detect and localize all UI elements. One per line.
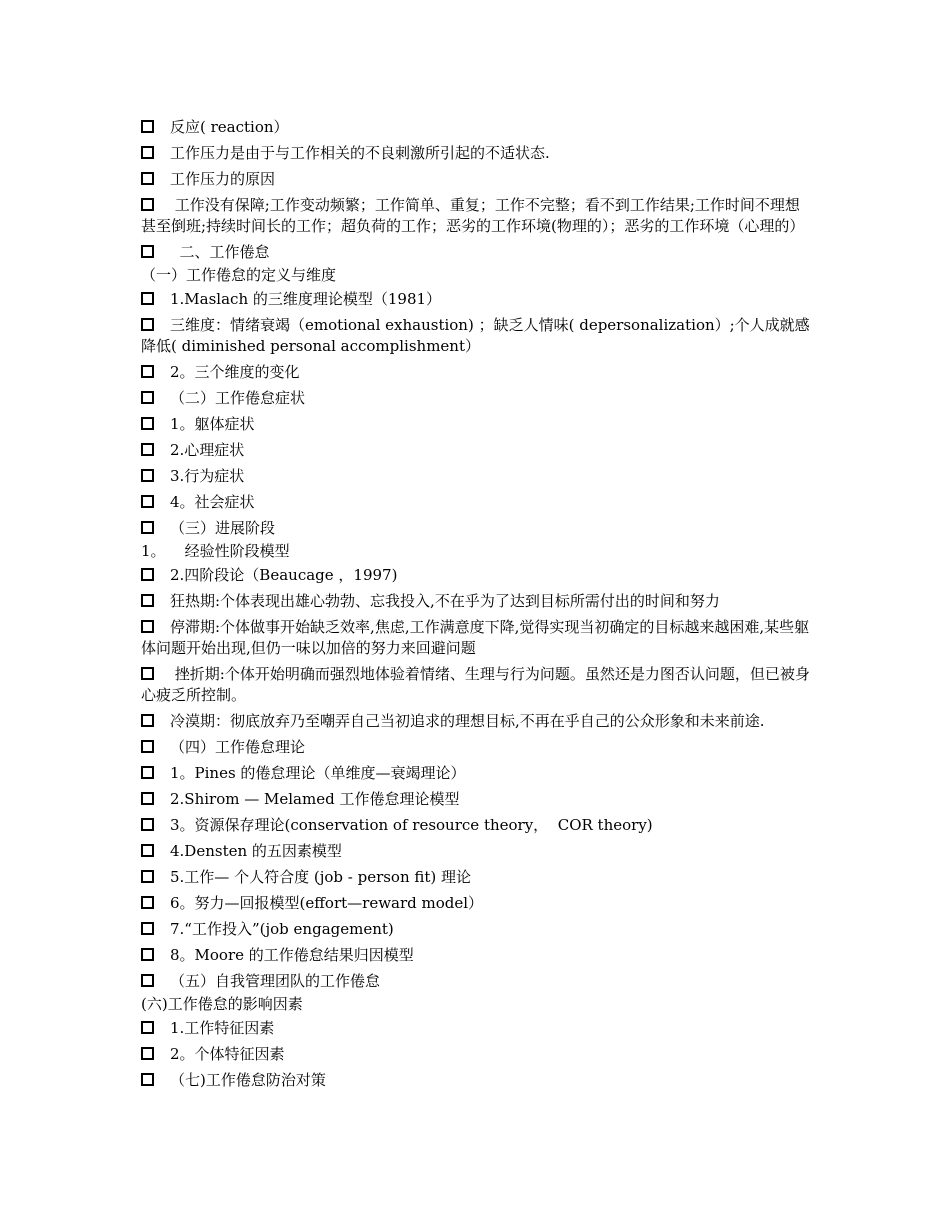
checklist-item: [141, 916, 813, 942]
checkbox-icon[interactable]: [141, 245, 154, 258]
checkbox-icon[interactable]: [141, 469, 154, 482]
item-text: （一）工作倦怠的定义与维度: [141, 266, 337, 284]
plain-line: [141, 994, 813, 1015]
checkbox-icon[interactable]: [141, 120, 154, 133]
checkbox-icon[interactable]: [141, 974, 154, 987]
checkbox-icon[interactable]: [141, 292, 154, 305]
item-text: 挫折期:个体开始明确而强烈地体验着情绪、生理与行为问题。虽然还是力图否认问题，但已被身心疲乏所控制。: [141, 665, 810, 704]
item-text: (六)工作倦怠的影响因素: [141, 995, 303, 1013]
item-text: 1。Pines 的倦怠理论（单维度—衰竭理论）: [170, 764, 466, 782]
checkbox-icon[interactable]: [141, 365, 154, 378]
item-text: 三维度：情绪衰竭（emotional exhaustion) ；缺乏人情味( depersonalization）;个人成就感降低( diminished personal accomplishment）: [141, 316, 810, 355]
checkbox-icon[interactable]: [141, 391, 154, 404]
checkbox-icon[interactable]: [141, 417, 154, 430]
item-text: 1.Maslach 的三维度理论模型（1981）: [170, 290, 442, 308]
item-text: 6。努力—回报模型(effort—reward model）: [170, 894, 484, 912]
checklist-item: [141, 1015, 813, 1041]
item-text: 2.心理症状: [170, 441, 245, 459]
checklist-item: [141, 515, 813, 541]
item-text: 3。资源保存理论(conservation of resource theory， COR theory): [170, 816, 653, 834]
checkbox-icon[interactable]: [141, 870, 154, 883]
checklist-item: [141, 838, 813, 864]
item-text: 5.工作— 个人符合度 (job - person fit) 理论: [170, 868, 472, 886]
checkbox-icon[interactable]: [141, 792, 154, 805]
item-text: 反应( reaction）: [170, 118, 289, 136]
item-text: （七)工作倦怠防治对策: [170, 1071, 326, 1089]
checklist-item: [141, 192, 813, 239]
item-text: （二）工作倦怠症状: [170, 389, 306, 407]
item-text: 工作没有保障;工作变动频繁；工作简单、重复；工作不完整；看不到工作结果;工作时间不理想甚至倒班;持续时间长的工作；超负荷的工作；恶劣的工作环境(物理的）；恶劣的工作环境（心理的）: [141, 196, 805, 235]
checklist-item: [141, 114, 813, 140]
item-text: 二、工作倦怠: [170, 243, 270, 261]
checkbox-icon[interactable]: [141, 495, 154, 508]
item-text: （五）自我管理团队的工作倦怠: [170, 972, 381, 990]
checklist-item: [141, 166, 813, 192]
checklist-item: [141, 489, 813, 515]
item-text: （三）进展阶段: [170, 519, 276, 537]
checklist-item: [141, 968, 813, 994]
checkbox-icon[interactable]: [141, 568, 154, 581]
item-text: 工作压力的原因: [170, 170, 276, 188]
checkbox-icon[interactable]: [141, 818, 154, 831]
document-body: [141, 114, 813, 1093]
checklist-item: [141, 734, 813, 760]
checklist-item: [141, 562, 813, 588]
item-text: 1。躯体症状: [170, 415, 255, 433]
checklist-item: [141, 890, 813, 916]
checkbox-icon[interactable]: [141, 172, 154, 185]
item-text: 7.“工作投入”(job engagement): [170, 920, 394, 938]
checkbox-icon[interactable]: [141, 844, 154, 857]
item-text: 8。Moore 的工作倦怠结果归因模型: [170, 946, 414, 964]
item-text: 1。 经验性阶段模型: [141, 542, 290, 560]
item-text: 停滞期:个体做事开始缺乏效率,焦虑,工作满意度下降,觉得实现当初确定的目标越来越困难,某些躯体问题开始出现,但仍一味以加倍的努力来回避问题: [141, 618, 810, 657]
checkbox-icon[interactable]: [141, 667, 154, 680]
checkbox-icon[interactable]: [141, 948, 154, 961]
checklist-item: [141, 588, 813, 614]
item-text: 3.行为症状: [170, 467, 245, 485]
checkbox-icon[interactable]: [141, 443, 154, 456]
checklist-item: [141, 385, 813, 411]
checklist-item: [141, 411, 813, 437]
plain-line: [141, 265, 813, 286]
checklist-item: [141, 437, 813, 463]
item-text: 狂热期:个体表现出雄心勃勃、忘我投入,不在乎为了达到目标所需付出的时间和努力: [170, 592, 720, 610]
checkbox-icon[interactable]: [141, 740, 154, 753]
checkbox-icon[interactable]: [141, 594, 154, 607]
checkbox-icon[interactable]: [141, 198, 154, 211]
checklist-item: [141, 239, 813, 265]
item-text: 2。三个维度的变化: [170, 363, 300, 381]
checklist-item: [141, 1041, 813, 1067]
checklist-item: [141, 463, 813, 489]
checklist-item: [141, 614, 813, 661]
checklist-item: [141, 661, 813, 708]
checklist-item: [141, 864, 813, 890]
checklist-item: [141, 312, 813, 359]
checklist-item: [141, 1067, 813, 1093]
checklist-item: [141, 708, 813, 734]
checkbox-icon[interactable]: [141, 896, 154, 909]
checkbox-icon[interactable]: [141, 1021, 154, 1034]
item-text: 1.工作特征因素: [170, 1019, 275, 1037]
checklist-item: [141, 760, 813, 786]
item-text: （四）工作倦怠理论: [170, 738, 306, 756]
checklist-item: [141, 286, 813, 312]
checkbox-icon[interactable]: [141, 1047, 154, 1060]
checkbox-icon[interactable]: [141, 318, 154, 331]
item-text: 4。社会症状: [170, 493, 255, 511]
item-text: 2.Shirom — Melamed 工作倦怠理论模型: [170, 790, 460, 808]
checkbox-icon[interactable]: [141, 620, 154, 633]
checkbox-icon[interactable]: [141, 922, 154, 935]
checklist-item: [141, 786, 813, 812]
checkbox-icon[interactable]: [141, 521, 154, 534]
checklist-item: [141, 942, 813, 968]
checklist-item: [141, 140, 813, 166]
checklist-item: [141, 812, 813, 838]
item-text: 4.Densten 的五因素模型: [170, 842, 342, 860]
checkbox-icon[interactable]: [141, 766, 154, 779]
checkbox-icon[interactable]: [141, 146, 154, 159]
item-text: 2。个体特征因素: [170, 1045, 285, 1063]
checkbox-icon[interactable]: [141, 1073, 154, 1086]
checkbox-icon[interactable]: [141, 714, 154, 727]
item-text: 冷漠期：彻底放弃乃至嘲弄自己当初追求的理想目标,不再在乎自己的公众形象和未来前途.: [170, 712, 765, 730]
checklist-item: [141, 359, 813, 385]
item-text: 工作压力是由于与工作相关的不良刺激所引起的不适状态.: [170, 144, 550, 162]
plain-line: [141, 541, 813, 562]
item-text: 2.四阶段论（Beaucage ，1997): [170, 566, 398, 584]
